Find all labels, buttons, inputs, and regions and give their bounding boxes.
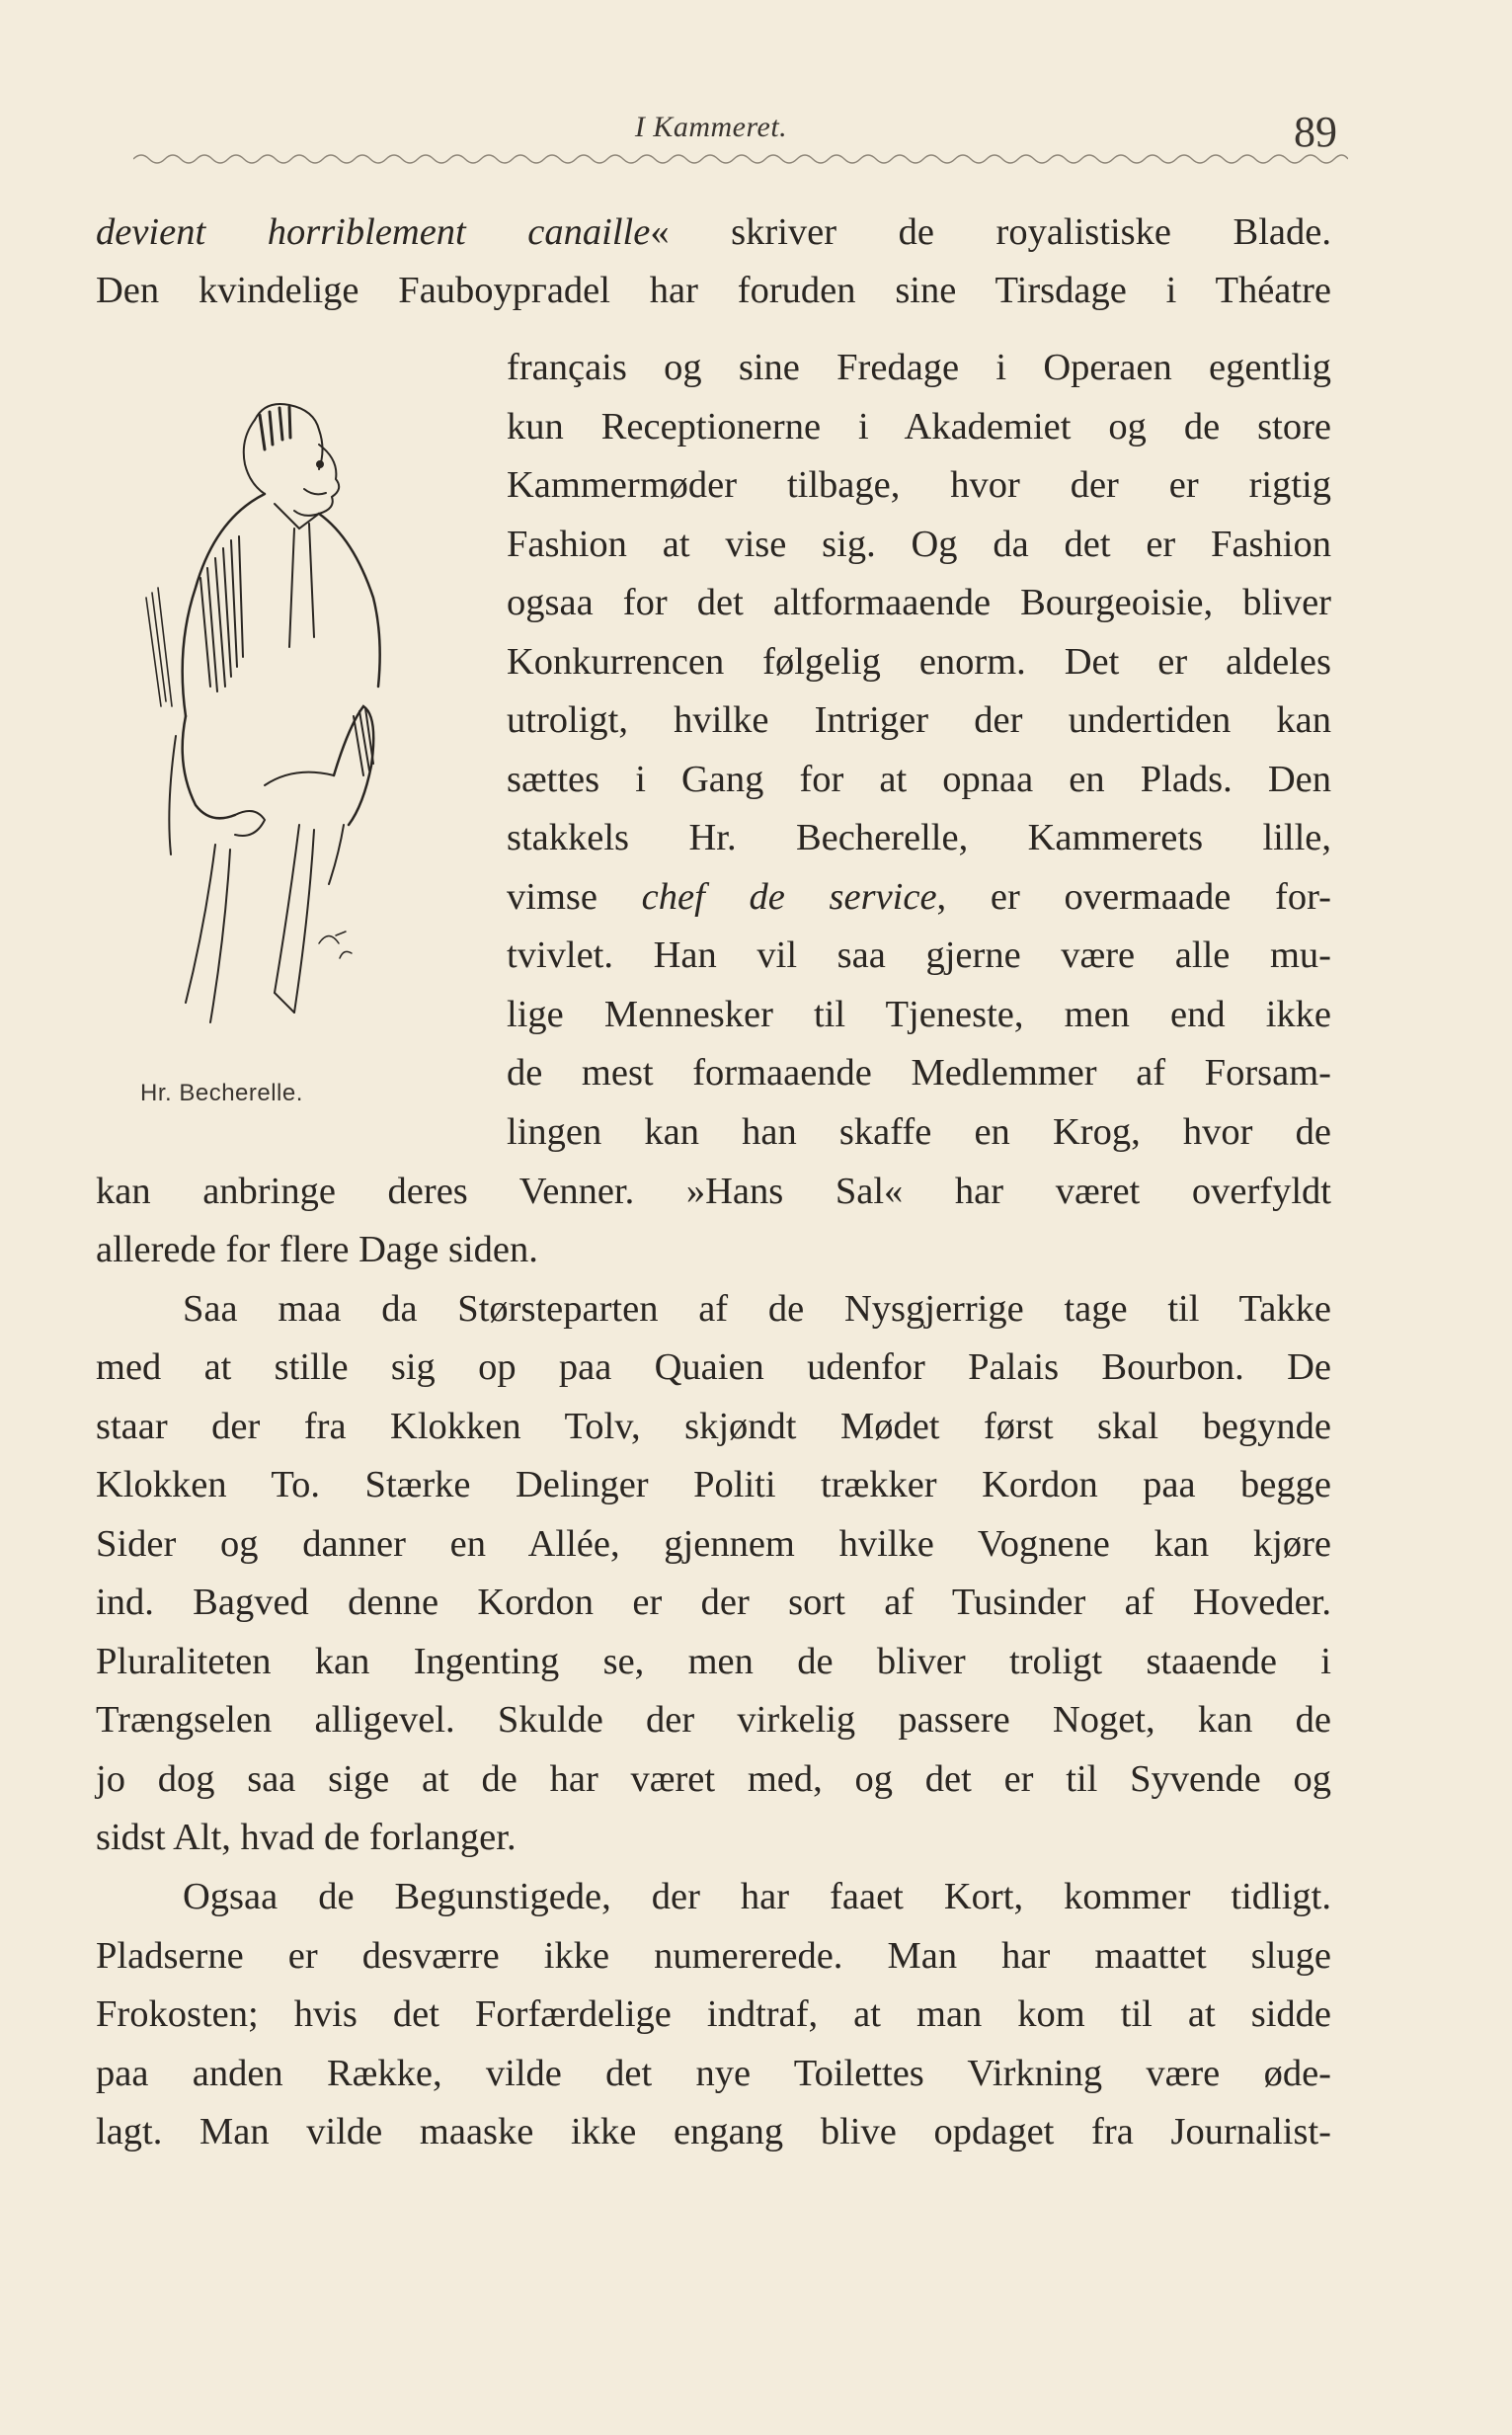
text-line-27: jo dog saa sige at de har været med, og det er til Syvende og [96,1758,1331,1800]
text-line-20: med at stille sig op paa Quaien udenfor Palais Bourbon. De [96,1346,1331,1388]
text-line-23: Sider og danner en Allée, gjennem hvilke Vognene kan kjøre [96,1523,1331,1565]
italic-phrase: devient horriblement canaille [96,211,651,253]
italic-phrase: chef de service [641,876,937,918]
text-line-3: français og sine Fredage i Operaen egentlig [507,347,1331,388]
text-line-28: sidst Alt, hvad de forlanger. [96,1817,517,1858]
text-line-16: lingen kan han skaffe en Krog, hvor de [507,1111,1331,1153]
text-line-22: Klokken To. Stærke Delinger Politi trækker Kordon paa begge [96,1464,1331,1505]
text-line-8: Konkurrencen følgelig enorm. Det er aldeles [507,641,1331,683]
text-segment: vimse [507,876,642,918]
text-line-4: kun Receptionerne i Akademiet og de store [507,406,1331,447]
text-line-14: lige Mennesker til Tjeneste, men end ikke [507,994,1331,1035]
text-line-19: Saa maa da Størsteparten af de Nysgjerrige tage til Takke [183,1288,1331,1330]
text-line-18: allerede for flere Dage siden. [96,1229,538,1270]
text-line-17: kan anbringe deres Venner. »Hans Sal« har været overfyldt [96,1171,1331,1212]
page-number: 89 [1294,108,1337,156]
text-line-2: Den kvindelige Fauboургadel har foruden sine Tirsdage i Théatre [96,270,1331,311]
text-line-26: Trængselen alligevel. Skulde der virkelig passere Noget, kan de [96,1699,1331,1741]
text-line-11: stakkels Hr. Becherelle, Kammerets lille, [507,817,1331,858]
text-line-31: Frokosten; hvis det Forfærdelige indtraf, at man kom til at sidde [96,1993,1331,2035]
text-line-12 [507,878,1331,917]
text-line-33: lagt. Man vilde maaske ikke engang blive opdaget fra Journalist- [96,2111,1331,2152]
text-segment: « skriver de royalistiske Blade. [650,211,1331,253]
ornamental-rule [133,148,1348,170]
text-line-13: tvivlet. Han vil saa gjerne være alle mu- [507,934,1331,976]
text-line-15: de mest formaaende Medlemmer af Forsam- [507,1052,1331,1094]
illustration-caption: Hr. Becherelle. [140,1080,303,1106]
text-line-1 [96,213,1331,252]
text-line-6: Fashion at vise sig. Og da det er Fashion [507,524,1331,565]
text-line-30: Pladserne er desværre ikke numererede. Man har maattet sluge [96,1935,1331,1977]
text-line-25: Pluraliteten kan Ingenting se, men de bliver troligt staaende i [96,1641,1331,1682]
text-line-5: Kammermøder tilbage, hvor der er rigtig [507,464,1331,506]
text-segment: , er overmaade for- [936,876,1331,918]
running-title: I Kammeret. [634,111,788,143]
text-line-21: staar der fra Klokken Tolv, skjøndt Mødet først skal begynde [96,1406,1331,1447]
text-line-9: utroligt, hvilke Intriger der undertiden kan [507,699,1331,741]
text-line-7: ogsaa for det altformaaende Bourgeoisie, bliver [507,582,1331,623]
text-line-29: Ogsaa de Begunstigede, der har faaet Kort, kommer tidligt. [183,1876,1331,1917]
text-line-32: paa anden Række, vilde det nye Toilettes Virkning være øde- [96,2053,1331,2094]
becherelle-illustration [117,390,433,1062]
text-line-10: sættes i Gang for at opnaa en Plads. Den [507,759,1331,800]
text-line-24: ind. Bagved denne Kordon er der sort af Tusinder af Hoveder. [96,1582,1331,1623]
